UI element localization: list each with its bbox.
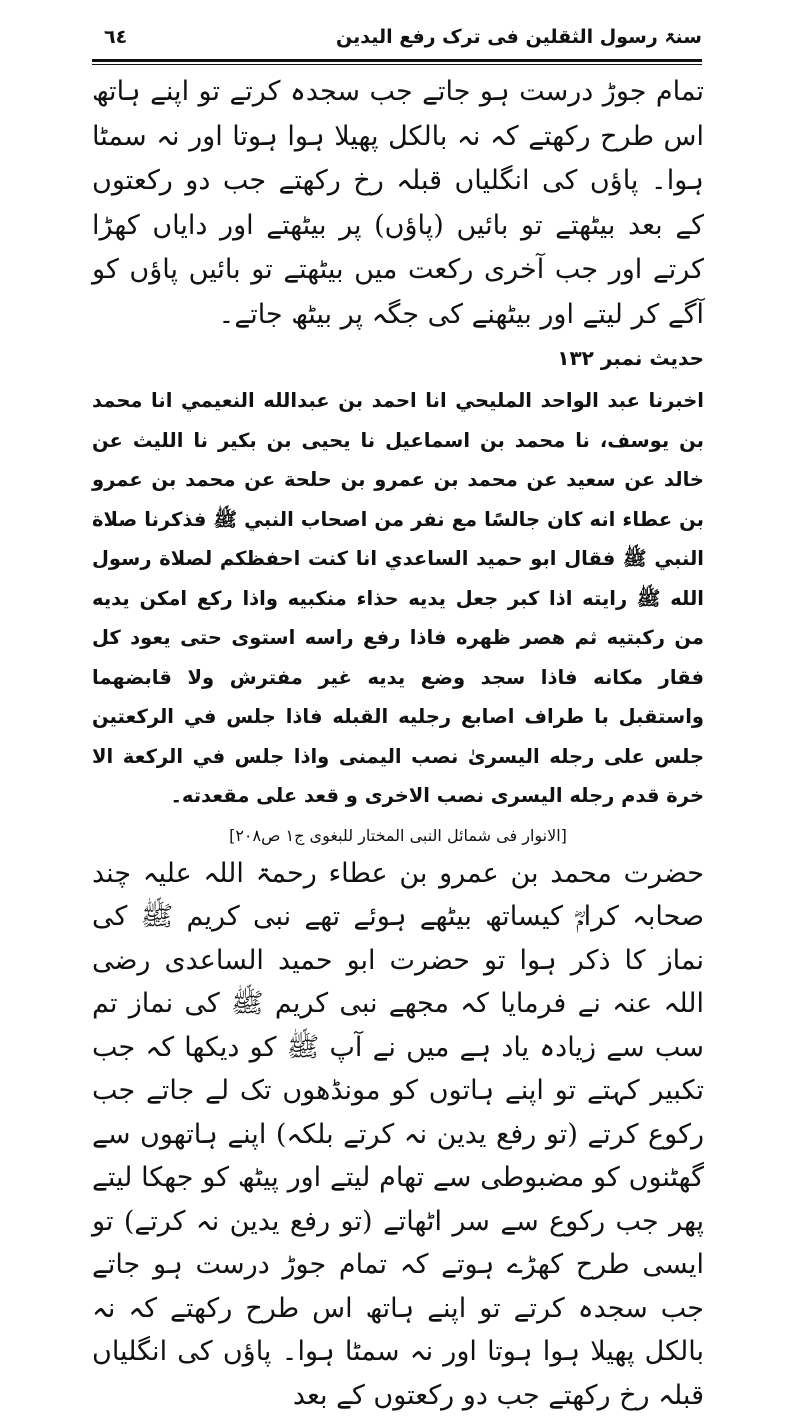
page-number: ٦٤ bbox=[104, 26, 127, 48]
hadith-number-heading: حدیث نمبر ۱۳۲ bbox=[92, 343, 704, 373]
page-header bbox=[92, 22, 702, 56]
arabic-hadith-text: اخبرنا عبد الواحد المليحي انا احمد بن عبدالله النعيمي انا محمد بن يوسف، نا محمد بن اسماعيل نا يحيى بن بكير نا الليث عن خالد عن سعيد عن محمد بن عمرو بن حلحة عن محمد بن عمرو بن عطاء انه كان جالسًا مع نفر من اصحاب النبي ﷺ فذكرنا صلاة النبي ﷺ فقال ابو حميد الساعدي انا كنت احفظكم لصلاة رسول الله ﷺ رايته اذا كبر جعل يديه حذاء منكبيه واذا ركع امكن يديه من ركبتيه ثم هصر ظهره فاذا رفع راسه استوى حتى يعود كل فقار مكانه فاذا سجد وضع يديه غير مفترش ولا قابضهما واستقبل با طراف اصابع رجليه القبله فاذا جلس في الركعتين جلس على رجله اليسرىٰ نصب اليمنى واذا جلس في الركعة الا خرة قدم رجله اليسرى نصب الاخرى و قعد على مقعدته۔ bbox=[92, 381, 704, 816]
header-rule-thin bbox=[92, 64, 702, 65]
urdu-paragraph-2: حضرت محمد بن عمرو بن عطاء رحمۃ اللہ علیہ چند صحابہ کرامؓ کیساتھ بیٹھے ہوئے تھے نبی کریم ﷺ کی نماز کا ذکر ہوا تو حضرت ابو حمید الساعدی رضی اللہ عنہ نے فرمایا کہ مجھے نبی کریم ﷺ کی نماز تم سب سے زیادہ یاد ہے میں نے آپ ﷺ کو دیکھا کہ جب تکبیر کہتے تو اپنے ہاتوں کو مونڈھوں تک لے جاتے جب رکوع کرتے (تو رفع یدین نہ کرتے بلکہ) اپنے ہاتھوں سے گھٹنوں کو مضبوطی سے تھام لیتے اور پیٹھ کو جھکا لیتے پھر جب رکوع سے سر اٹھاتے (تو رفع یدین نہ کرتے) تو ایسی طرح کھڑے ہوتے کہ تمام جوڑ درست ہو جاتے جب سجدہ کرتے تو اپنے ہاتھ اس طرح رکھتے کہ نہ بالکل پھیلا ہوا ہوتا اور نہ سمٹا ہوا۔ پاؤں کی انگلیاں قبلہ رخ رکھتے جب دو رکعتوں کے بعد bbox=[92, 852, 704, 1417]
source-reference: [الانوار فی شمائل النبی المختار للبغوی ج۱ ص۲۰۸] bbox=[92, 824, 704, 848]
header-rule-thick bbox=[92, 59, 702, 62]
urdu-paragraph-1: تمام جوڑ درست ہو جاتے جب سجدہ کرتے تو اپنے ہاتھ اس طرح رکھتے کہ نہ بالکل پھیلا ہوا ہوتا اور نہ سمٹا ہوا۔ پاؤں کی انگلیاں قبلہ رخ رکھتے جب دو رکعتوں کے بعد بیٹھتے تو بائیں (پاؤں) پر بیٹھتے اور دایاں کھڑا کرتے اور جب آخری رکعت میں بیٹھتے تو بائیں پاؤں کو آگے کر لیتے اور بیٹھنے کی جگہ پر بیٹھ جاتے۔ bbox=[92, 70, 704, 337]
running-title: سنۃ رسول الثقلین فی ترک رفع الیدین bbox=[336, 26, 702, 48]
page-body bbox=[92, 66, 704, 1417]
